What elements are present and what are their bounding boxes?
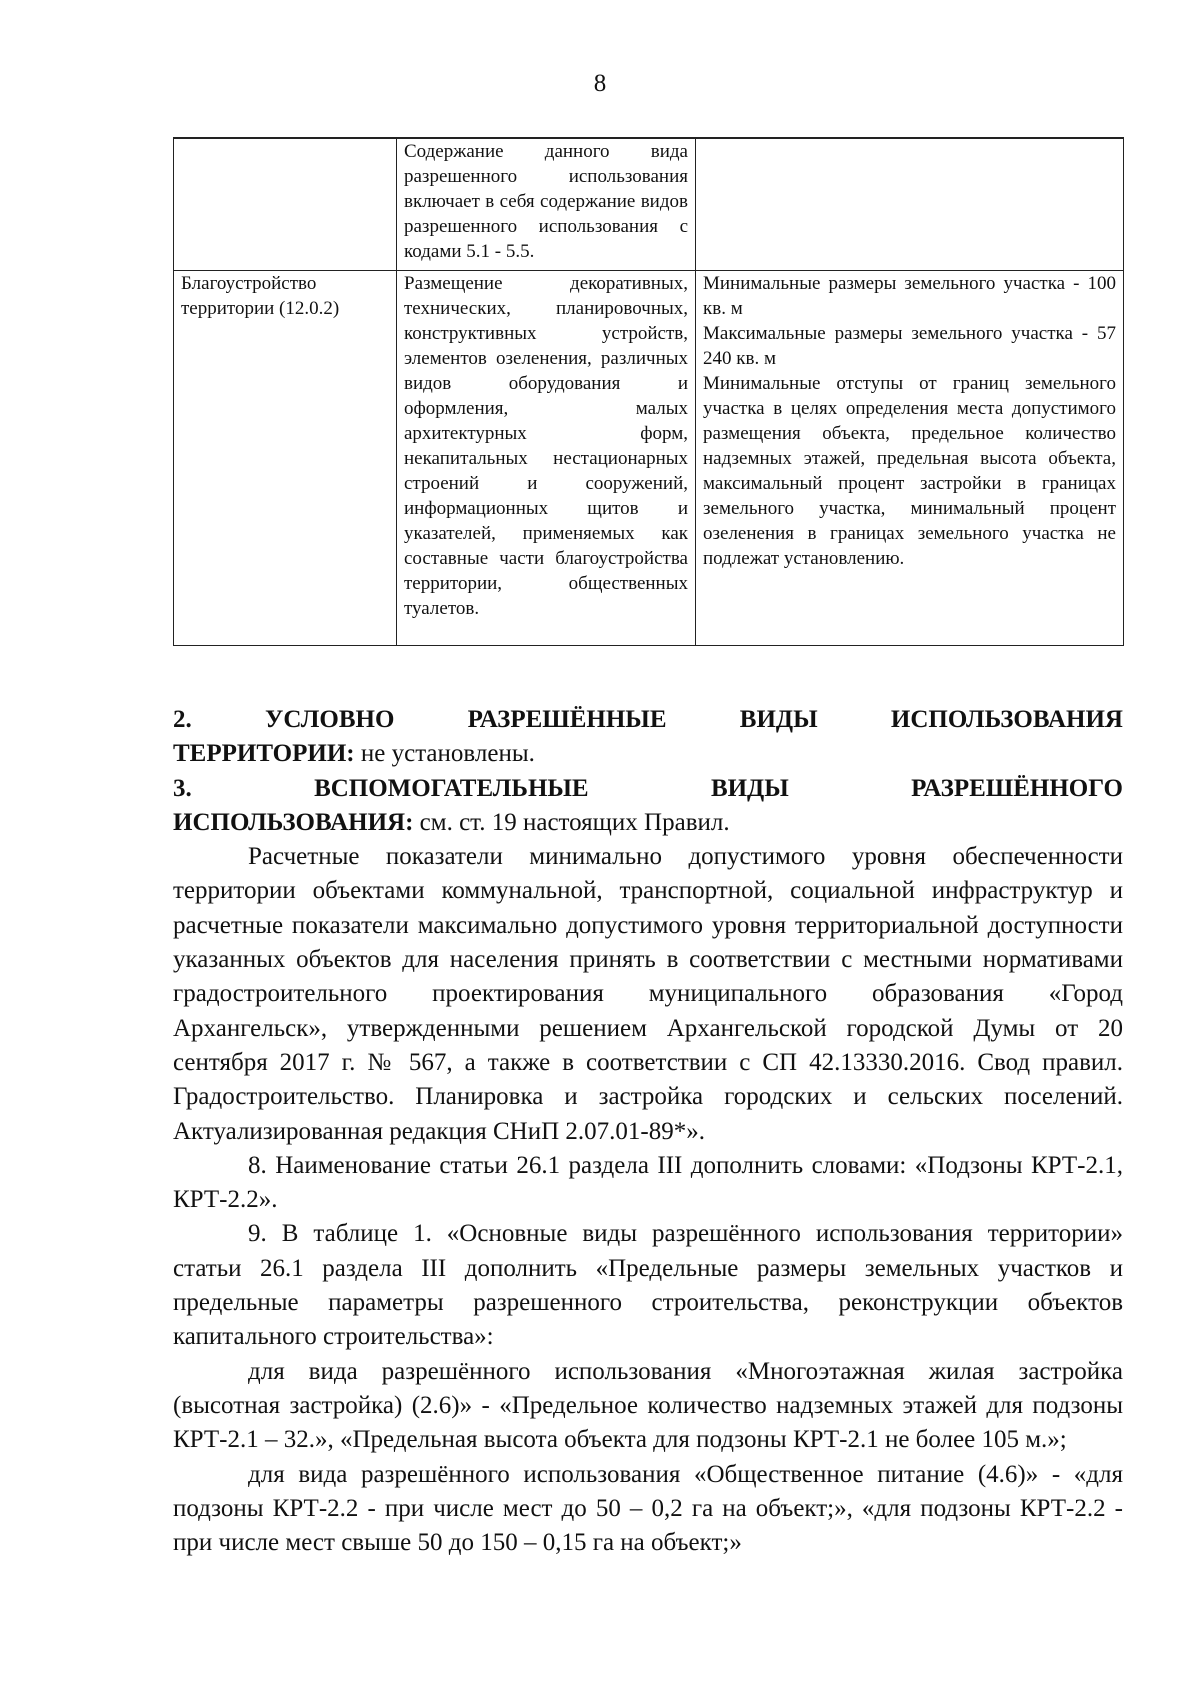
table-cell-description: Размещение декоративных, технических, планировочных, конструктивных устройств, элементов озеленения, различных видов оборудования и оформления, малых архитектурных форм, некапитальных нестационарных строений и сооружений, информационных щитов и указателей, применяемых как составные части благоустройства территории, общественных туалетов. <box>397 270 696 645</box>
heading-word: УСЛОВНО <box>264 706 395 733</box>
section-3-line <box>173 806 1123 840</box>
table-cell-description: Содержание данного вида разрешенного использования включает в себя содержание видов разрешенного использования с кодами 5.1 - 5.5. <box>397 138 696 270</box>
document-body <box>173 703 1123 1560</box>
paragraph-calculated-indicators: Расчетные показатели минимально допустимого уровня обеспеченности территории объектами коммунальной, транспортной, социальной инфраструктур и расчетные показатели максимально допустимого уровня территориальной доступности указанных объектов для населения принять в соответствии с местными нормативами градостроительного проектирования муниципального образования «Город Архангельск», утвержденными решением Архангельской городской Думы от 20 сентября 2017 г. № 567, а также в соответствии с СП 42.13330.2016. Свод правил. Градостроительство. Планировка и застройка городских и сельских поселений. Актуализированная редакция СНиП 2.07.01-89*». <box>173 843 1123 1145</box>
param-max-size: Максимальные размеры земельного участка - 57 240 кв. м <box>703 322 1116 369</box>
section-3-heading <box>173 772 1123 806</box>
table-cell-parameters <box>696 270 1124 645</box>
table-cell-use-type <box>174 138 397 270</box>
section-3-value: см. ст. 19 настоящих Правил. <box>413 808 730 836</box>
table-cell-parameters <box>696 138 1124 270</box>
page-number: 8 <box>593 70 607 97</box>
paragraph-high-rise: для вида разрешённого использования «Многоэтажная жилая застройка (высотная застройка) (2.6)» - «Предельное количество надземных этажей для подзоны КРТ-2.1 – 32.», «Предельная высота объекта для подзоны КРТ-2.1 не более 105 м.»; <box>173 1357 1123 1454</box>
param-min-size: Минимальные размеры земельного участка - 100 кв. м <box>703 272 1116 319</box>
table-row <box>174 270 1124 645</box>
paragraph-item-8: 8. Наименование статьи 26.1 раздела III дополнить словами: «Подзоны КРТ-2.1, КРТ-2.2». <box>173 1151 1123 1214</box>
land-use-table <box>173 137 1124 646</box>
heading-word: ВСПОМОГАТЕЛЬНЫЕ <box>314 774 589 802</box>
param-not-established: Минимальные отступы от границ земельного участка в целях определения места допустимого размещения объекта, предельное количество надземных этажей, предельная высота объекта, максимальный процент застройки в границах земельного участка, минимальный процент озеленения в границах земельного участка не подлежат установлению. <box>703 372 1116 569</box>
section-2-value: не установлены. <box>354 740 535 768</box>
heading-continuation: ТЕРРИТОРИИ: <box>173 740 355 768</box>
heading-word: ВИДЫ <box>739 706 818 733</box>
heading-word: 2. <box>173 706 192 733</box>
heading-word: РАЗРЕШЁННОГО <box>911 774 1123 802</box>
heading-word: 3. <box>173 774 192 802</box>
section-2-line <box>173 737 1123 771</box>
table-row <box>174 138 1124 270</box>
heading-continuation: ИСПОЛЬЗОВАНИЯ: <box>173 808 414 836</box>
paragraph-catering: для вида разрешённого использования «Общественное питание (4.6)» - «для подзоны КРТ-2.2 - при числе мест до 50 – 0,2 га на объект;», «для подзоны КРТ-2.2 - при числе мест свыше 50 до 150 – 0,15 га на объект;» <box>173 1460 1123 1557</box>
heading-word: ВИДЫ <box>710 774 789 802</box>
heading-word: РАЗРЕШЁННЫЕ <box>467 706 667 733</box>
heading-word: ИСПОЛЬЗОВАНИЯ <box>890 706 1123 733</box>
paragraph-item-9: 9. В таблице 1. «Основные виды разрешённого использования территории» статьи 26.1 раздела III дополнить «Предельные размеры земельных участков и предельные параметры разрешенного строительства, реконструкции объектов капитального строительства»: <box>173 1220 1123 1351</box>
table-cell-use-type: Благоустройство территории (12.0.2) <box>174 270 397 645</box>
section-2-heading <box>173 703 1123 737</box>
